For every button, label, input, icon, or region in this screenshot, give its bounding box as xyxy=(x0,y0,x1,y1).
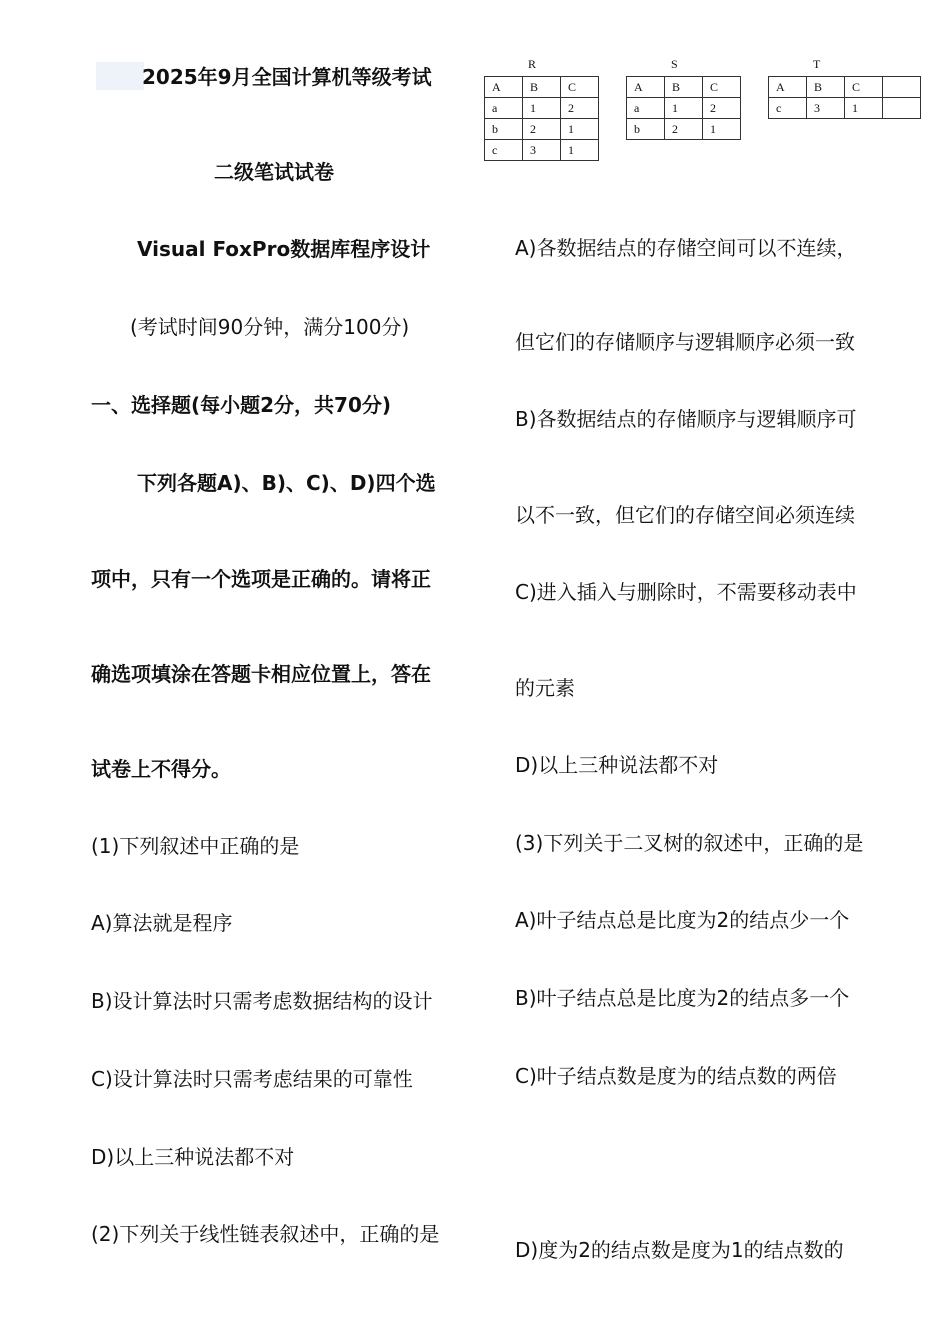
cell: C xyxy=(561,77,599,98)
cell: B xyxy=(523,77,561,98)
cell xyxy=(883,98,921,119)
exam-title: 2025年9月全国计算机等级考试 xyxy=(142,65,432,89)
section-heading: 一、选择题(每小题2分，共70分) xyxy=(91,393,392,417)
cell: a xyxy=(485,98,523,119)
table-r xyxy=(484,76,599,161)
cell: 2 xyxy=(561,98,599,119)
cell xyxy=(883,77,921,98)
exam-duration: (考试时间90分钟，满分100分) xyxy=(130,315,410,339)
cell: A xyxy=(769,77,807,98)
table-r-caption: R xyxy=(528,57,537,71)
table-s xyxy=(626,76,741,140)
cell: B xyxy=(807,77,845,98)
question-3-option-d: D)度为2的结点数是度为1的结点数的 xyxy=(515,1238,844,1262)
exam-subject: Visual FoxPro数据库程序设计 xyxy=(137,237,431,261)
cell: a xyxy=(627,98,665,119)
question-2-option-a-line-2: 但它们的存储顺序与逻辑顺序必须一致 xyxy=(515,330,855,354)
instruction-line-3: 确选项填涂在答题卡相应位置上，答在 xyxy=(91,662,431,686)
question-2-option-c-line-2: 的元素 xyxy=(515,676,575,700)
question-3-option-a: A)叶子结点总是比度为2的结点少一个 xyxy=(515,908,850,932)
question-1: (1)下列叙述中正确的是 xyxy=(91,834,300,858)
table-s-caption: S xyxy=(671,57,678,71)
cell: c xyxy=(485,140,523,161)
question-2-option-b-line-1: B)各数据结点的存储顺序与逻辑顺序可 xyxy=(515,407,857,431)
cell: 3 xyxy=(807,98,845,119)
question-2-option-d: D)以上三种说法都不对 xyxy=(515,753,719,777)
cell: 2 xyxy=(665,119,703,140)
question-3-option-b: B)叶子结点总是比度为2的结点多一个 xyxy=(515,986,850,1010)
question-2-option-b-line-2: 以不一致，但它们的存储空间必须连续 xyxy=(515,503,855,527)
cell: C xyxy=(703,77,741,98)
cell: 1 xyxy=(665,98,703,119)
question-1-option-b: B)设计算法时只需考虑数据结构的设计 xyxy=(91,989,433,1013)
question-1-option-c: C)设计算法时只需考虑结果的可靠性 xyxy=(91,1067,413,1091)
question-2: (2)下列关于线性链表叙述中，正确的是 xyxy=(91,1222,440,1246)
cell: b xyxy=(627,119,665,140)
question-2-option-c-line-1: C)进入插入与删除时，不需要移动表中 xyxy=(515,580,857,604)
question-3-option-c: C)叶子结点数是度为的结点数的两倍 xyxy=(515,1064,837,1088)
table-t-caption: T xyxy=(813,57,821,71)
cell: 1 xyxy=(523,98,561,119)
question-2-option-a-line-1: A)各数据结点的存储空间可以不连续， xyxy=(515,236,857,260)
instruction-line-1: 下列各题A)、B)、C)、D)四个选 xyxy=(137,471,436,495)
cell: 2 xyxy=(703,98,741,119)
table-t xyxy=(768,76,921,119)
cell: A xyxy=(485,77,523,98)
cell: 2 xyxy=(523,119,561,140)
cell: 1 xyxy=(561,119,599,140)
cell: 1 xyxy=(561,140,599,161)
cell: c xyxy=(769,98,807,119)
question-1-option-a: A)算法就是程序 xyxy=(91,911,233,935)
question-1-option-d: D)以上三种说法都不对 xyxy=(91,1145,295,1169)
cell: C xyxy=(845,77,883,98)
instruction-line-4: 试卷上不得分。 xyxy=(91,757,231,781)
cell: 1 xyxy=(703,119,741,140)
instruction-line-2: 项中，只有一个选项是正确的。请将正 xyxy=(91,567,431,591)
cell: b xyxy=(485,119,523,140)
cell: 1 xyxy=(845,98,883,119)
cell: 3 xyxy=(523,140,561,161)
highlight-marker xyxy=(96,62,144,90)
cell: B xyxy=(665,77,703,98)
exam-subtitle: 二级笔试试卷 xyxy=(214,160,334,184)
question-3: (3)下列关于二叉树的叙述中，正确的是 xyxy=(515,831,864,855)
cell: A xyxy=(627,77,665,98)
